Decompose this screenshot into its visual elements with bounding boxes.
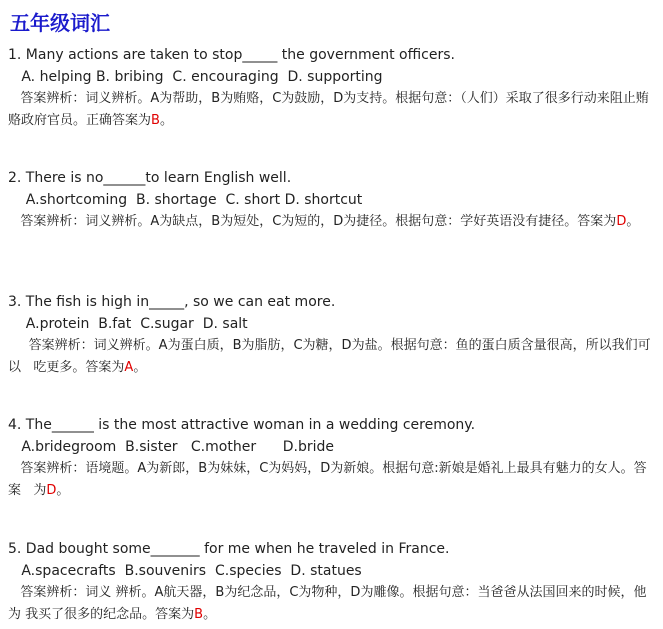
question-3 [8,291,658,379]
question-options: A. helping B. bribing C. encouraging D. supporting [8,69,383,85]
question-4 [8,414,658,502]
answer-letter: B [151,113,160,128]
question-explanation [8,582,658,626]
question-stem: 3. The fish is high in_____, so we can eat more. [8,294,336,310]
explanation-suffix: 。 [159,113,173,128]
explanation-suffix: 。 [56,483,70,498]
question-2 [8,167,658,233]
question-explanation [8,335,658,379]
answer-letter: D [46,483,57,498]
question-stem: 4. The______ is the most attractive woman in a wedding ceremony. [8,417,476,433]
explanation-suffix: 。 [626,214,640,229]
question-options: A.shortcoming B. shortage C. short D. shortcut [8,192,363,208]
question-options: A.bridegroom B.sister C.mother D.bride [8,439,335,455]
question-5 [8,538,658,626]
explanation-text: 答案辨析：词义辨析。A为帮助，B为贿赂，C为鼓励，D为支持。根据句意：（人们）采取了很多行动来阻止贿赂政府官员。正确答案为 [8,91,649,128]
answer-letter: D [616,214,627,229]
explanation-suffix: 。 [133,360,147,375]
explanation-text: 答案辨析：语境题。A为新郎，B为妹妹，C为妈妈，D为新娘。根据句意:新娘是婚礼上最具有魅力的女人。答案 为 [8,461,647,498]
question-explanation [8,458,658,502]
question-stem: 2. There is no______to learn English well. [8,170,292,186]
explanation-text: 答案辨析：词义辨析。A为蛋白质，B为脂肪，C为糖，D为盐。根据句意：鱼的蛋白质含量很高，所以我们可以 吃更多。答案为 [8,338,651,375]
question-options: A.spacecrafts B.souvenirs C.species D. statues [8,563,362,579]
answer-letter: A [124,360,134,375]
explanation-text: 答案辨析：词义辨析。A为缺点，B为短处，C为短的，D为捷径。根据句意：学好英语没有捷径。答案为 [8,214,617,229]
question-explanation [8,211,658,233]
explanation-text: 答案辨析：词义 辨析。A航天器，B为纪念品，C为物种，D为雕像。根据句意：当爸爸从法国回来的时候，他为 我买了很多的纪念品。答案为 [8,585,647,622]
question-options: A.protein B.fat C.sugar D. salt [8,316,248,332]
explanation-suffix: 。 [203,607,217,622]
question-stem: 5. Dad bought some_______ for me when he traveled in France. [8,541,450,557]
question-stem: 1. Many actions are taken to stop_____ the government officers. [8,47,455,63]
question-explanation [8,88,658,132]
question-1 [8,44,658,132]
page-title: 五年级词汇 [10,11,110,35]
answer-letter: B [194,607,204,622]
